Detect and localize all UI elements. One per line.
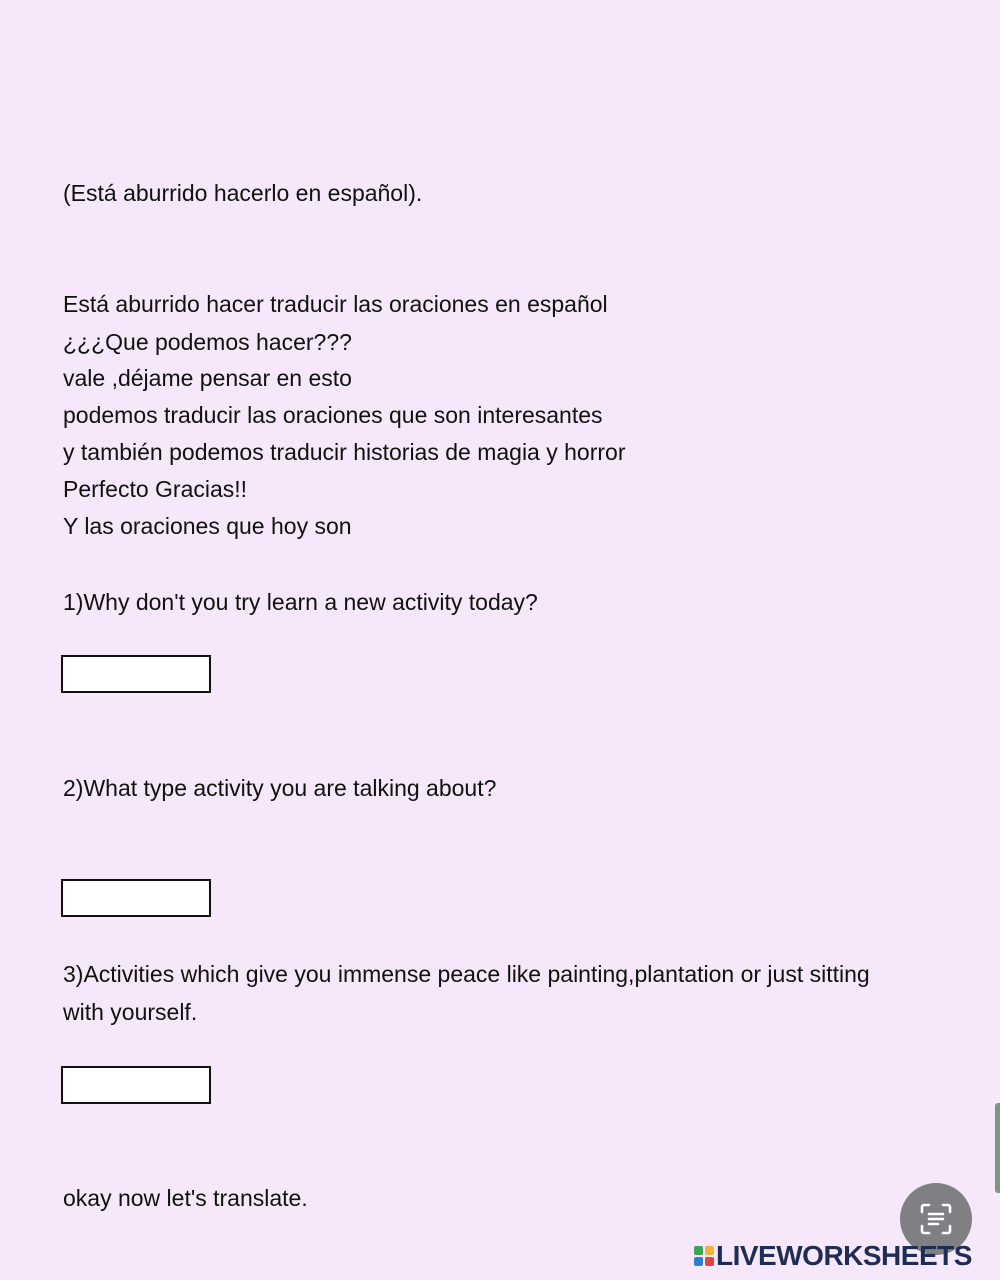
logo-cell-yellow (705, 1246, 714, 1255)
logo-cell-green (694, 1246, 703, 1255)
brand-name: LIVEWORKSHEETS (716, 1240, 972, 1271)
logo-cell-blue (694, 1257, 703, 1266)
answer-input-3[interactable] (61, 1066, 211, 1104)
dialogue-line-7: Y las oraciones que hoy son (63, 513, 352, 539)
question-1-text: 1)Why don't you try learn a new activity today? (63, 589, 538, 615)
answer-input-2[interactable] (61, 879, 211, 917)
question-3-text-line-1: 3)Activities which give you immense peace like painting,plantation or just sitting (63, 961, 870, 987)
dialogue-line-6: Perfecto Gracias!! (63, 476, 248, 502)
question-2-text: 2)What type activity you are talking about? (63, 775, 497, 801)
liveworksheets-logo-icon (694, 1246, 714, 1266)
text-scan-icon (916, 1199, 956, 1239)
dialogue-line-5: y también podemos traducir historias de magia y horror (63, 439, 626, 465)
dialogue-line-1: Está aburrido hacer traducir las oraciones en español (63, 291, 608, 317)
logo-cell-red (705, 1257, 714, 1266)
intro-note: (Está aburrido hacerlo en español). (63, 180, 423, 206)
dialogue-line-3: vale ,déjame pensar en esto (63, 365, 352, 391)
question-3-text-line-2: with yourself. (63, 999, 198, 1025)
dialogue-line-4: podemos traducir las oraciones que son interesantes (63, 402, 603, 428)
answer-input-1[interactable] (61, 655, 211, 693)
liveworksheets-brand (694, 1240, 972, 1272)
dialogue-line-2: ¿¿¿Que podemos hacer??? (63, 329, 352, 355)
side-panel-handle[interactable] (995, 1103, 1000, 1193)
closing-line: okay now let's translate. (63, 1185, 308, 1211)
